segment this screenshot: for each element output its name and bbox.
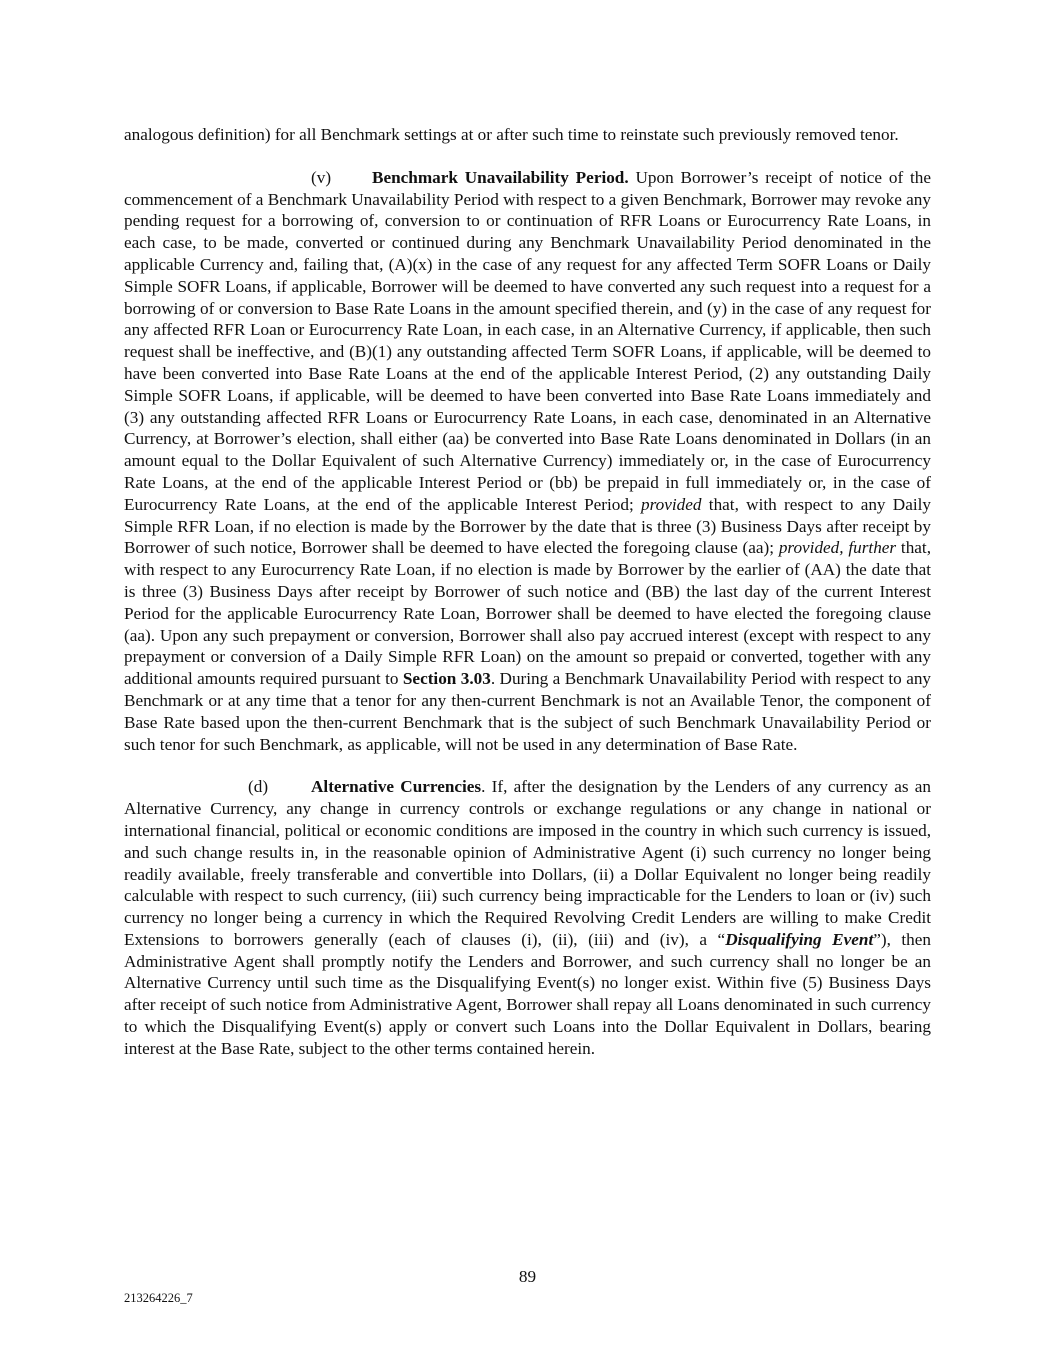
paragraph-d-text-2: ”), then Administrative Agent shall promptly notify the Lenders and Borrower, and such currency shall no longer be an Alternative Currency until such time as the Disqualifying Event(s) no longer exist. Within five (5) Business Days after receipt of such notice from Administrative Agent, Borrower shall repay all Loans denominated in such currency to which the Disqualifying Event(s) apply or convert such Loans into the Dollar Equivalent in Dollars, bearing interest at the Base Rate, subject to the other terms contained herein. <box>124 929 931 1058</box>
heading-alternative-currencies: Alternative Currencies <box>311 777 482 797</box>
heading-benchmark-unavailability-period: Benchmark Unavailability Period. <box>372 167 629 187</box>
paragraph-d-text-1: . If, after the designation by the Lenders of any currency as an Alternative Currency, any change in currency controls or exchange regulations or any change in national or international financial, political or economic conditions are imposed in the country in which such currency is issued, and such change results in, in the reasonable opinion of Administrative Agent (i) such currency no longer being readily available, freely transferable and convertible into Dollars, (ii) a Dollar Equivalent no longer being readily calculable with respect to such currency, (iii) such currency being impracticable for the Lenders to loan or (iv) such currency no longer being a currency in which the Required Revolving Credit Lenders are willing to make Credit Extensions to borrowers generally (each of clauses (i), (ii), (iii) and (iv), a “ <box>124 777 931 949</box>
paragraph-v-text-4: . During a Benchmark Unavailability Period with respect to any Benchmark or at any time that a tenor for any then-current Benchmark is not an Available Tenor, the component of Base Rate based upon the then-current Benchmark that is the subject of such Benchmark Unavailability Period or such tenor for such Benchmark, as applicable, will not be used in any determination of Base Rate. <box>124 669 932 754</box>
section-reference-3-03: Section 3.03 <box>402 669 491 689</box>
clause-label-v: (v) <box>311 167 332 187</box>
document-id: 213264226_7 <box>124 1291 193 1305</box>
continuation-paragraph <box>124 124 931 146</box>
document-page <box>124 124 931 1060</box>
paragraph-v-text-1: Upon Borrower’s receipt of notice of the commencement of a Benchmark Unavailability Period with respect to a given Benchmark, Borrower may revoke any pending request for a borrowing of, conversion to or continuation of RFR Loans or Eurocurrency Rate Loans, in each case, to be made, converted or continued during any Benchmark Unavailability Period denominated in the applicable Currency and, failing that, (A)(x) in the case of any request for any affected Term SOFR Loans or Daily Simple SOFR Loans, if applicable, Borrower will be deemed to have converted any such request into a request for a borrowing of or conversion to Base Rate Loans in the amount specified therein, and (y) in the case of any request for any affected RFR Loan or Eurocurrency Rate Loan, in each case, in an Alternative Currency, if applicable, then such request shall be ineffective, and (B)(1) any outstanding affected Term SOFR Loans, if applicable, will be deemed to have been converted into Base Rate Loans at the end of the applicable Interest Period, (2) any outstanding Daily Simple SOFR Loans, if applicable, will be deemed to have been converted into Base Rate Loans immediately and (3) any outstanding affected RFR Loans or Eurocurrency Rate Loans, in each case, denominated in an Alternative Currency, at Borrower’s election, shall either (aa) be converted into Base Rate Loans denominated in Dollars (in an amount equal to the Dollar Equivalent of such Alternative Currency) immediately or, in the case of Eurocurrency Rate Loans, at the end of the applicable Interest Period or (bb) be prepaid in full immediately or, in the case of Eurocurrency Rate Loans, at the end of the applicable Interest Period; <box>124 167 931 514</box>
paragraph-alternative-currencies <box>124 776 931 1059</box>
page-number: 89 <box>518 1267 537 1286</box>
italic-provided-further: provided, further <box>778 538 897 558</box>
italic-provided: provided <box>641 494 702 514</box>
paragraph-v-text-3: that, with respect to any Eurocurrency Rate Loan, if no election is made by Borrower by the earlier of (AA) the date that is three (3) Business Days after receipt by Borrower of such notice and (BB) the last day of the current Interest Period for the applicable Eurocurrency Rate Loan, Borrower shall be deemed to have elected the foregoing clause (aa). Upon any such prepayment or conversion, Borrower shall also pay accrued interest (except with respect to any prepayment or conversion of a Daily Simple RFR Loan) on the amount so prepaid or converted, together with any additional amounts required pursuant to <box>124 538 932 689</box>
clause-label-d: (d) <box>248 777 269 797</box>
paragraph-v-text-2: that, with respect to any Daily Simple RFR Loan, if no election is made by the Borrower by the date that is three (3) Business Days after receipt by Borrower of such notice, Borrower shall be deemed to have elected the foregoing clause (aa); <box>124 494 931 558</box>
defined-term-disqualifying-event: Disqualifying Event <box>725 929 874 949</box>
continuation-text: analogous definition) for all Benchmark settings at or after such time to reinstate such previously removed tenor. <box>124 125 899 144</box>
paragraph-benchmark-unavailability-period <box>124 167 931 756</box>
